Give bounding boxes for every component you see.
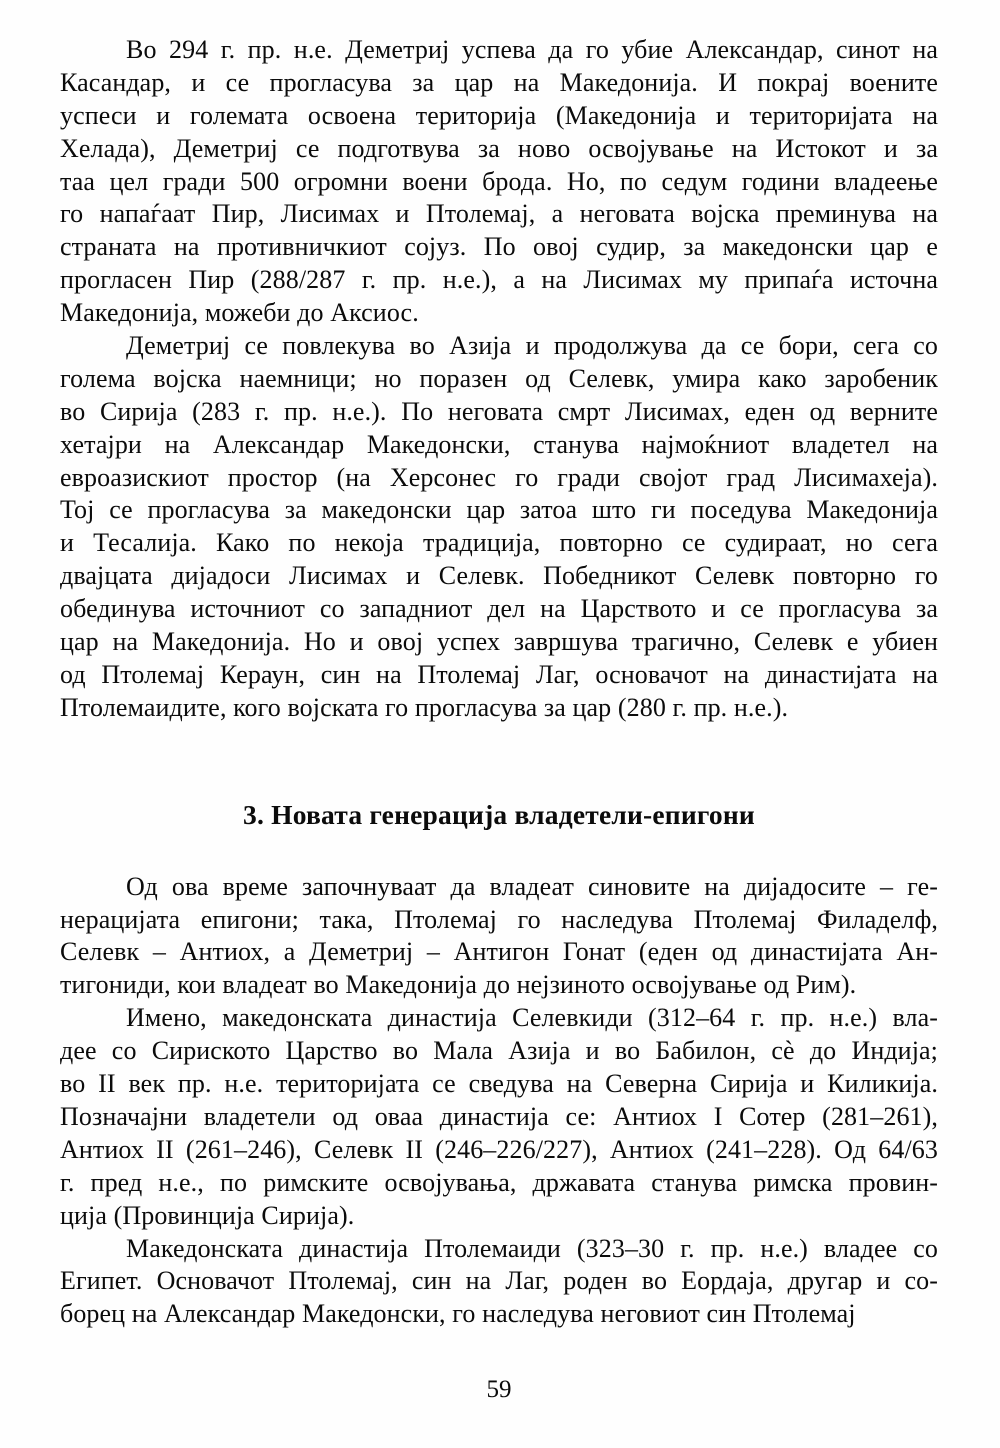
text-line: Селевк – Антиох, а Деметриј – Антигон Гонат (еден од династијата Ан- [60, 937, 938, 967]
text-line: нерацијата епигони; така, Птолемај го наследува Птолемај Филаделф, [60, 904, 938, 934]
text-line: обединува источниот со западниот дел на Царството и се прогласува за [60, 594, 938, 624]
text-line: Во 294 г. пр. н.е. Деметриј успева да го убие Александар, синот на [126, 35, 938, 64]
text-line: Од ова време започнуваат да владеат синовите на дијадосите – ге- [126, 871, 938, 901]
page-number: 59 [486, 1376, 512, 1404]
text-line: прогласен Пир (288/287 г. пр. н.е.), а на Лисимах му припаѓа источна [60, 265, 938, 295]
text-line: успеси и големата освоена територија (Македонија и територијата на [60, 100, 938, 130]
text-line: евроазискиот простор (на Херсонес го гради својот град Лисимахеја). [60, 462, 938, 492]
text-line: двајцата дијадоси Лисимах и Селевк. Победникот Селевк повторно го [60, 561, 938, 591]
text-line: Птолемаидите, кого војската го прогласува за цар (280 г. пр. н.е.). [60, 692, 789, 722]
text-line: во Сирија (283 г. пр. н.е.). По неговата смрт Лисимах, еден од верните [60, 396, 938, 426]
text-line: и Тесалија. Како по некоја традиција, повторно се судираат, но сега [60, 528, 938, 558]
text-line: Имено, македонската династија Селевкиди (312–64 г. пр. н.е.) вла- [126, 1003, 938, 1033]
paragraph [60, 1002, 938, 1232]
paragraph [60, 330, 938, 725]
text-line: Македонската династија Птолемаиди (323–30 г. пр. н.е.) владее со [126, 1233, 938, 1263]
text-line: од Птолемај Кераун, син на Птолемај Лаг, основачот на династијата на [60, 659, 938, 689]
section-heading: 3. Новата генерација владетели-епигони [243, 798, 755, 830]
text-line: Антиох II (261–246), Селевк II (246–226/227), Антиох (241–228). Од 64/63 [60, 1134, 938, 1164]
text-line: борец на Александар Македонски, го наследува неговиот син Птолемај [60, 1299, 856, 1329]
text-line: Позначајни владетели од оваа династија се: Антиох I Сотер (281–261), [60, 1101, 938, 1131]
text-line: дее со Сириското Царство во Мала Азија и во Бабилон, сѐ до Индија; [60, 1036, 938, 1066]
paragraph [60, 34, 938, 330]
text-line: г. пред н.е., по римските освојувања, државата станува римска провин- [60, 1167, 938, 1197]
paragraph [60, 1233, 938, 1332]
text-line: таа цел гради 500 огромни воени брода. Но, по седум години владеење [60, 166, 938, 196]
text-line: хетајри на Александар Македонски, станува најмоќниот владетел на [60, 429, 938, 459]
text-line: ција (Провинција Сирија). [60, 1200, 355, 1230]
text-line: Касандар, и се прогласува за цар на Македонија. И покрај воените [60, 67, 938, 97]
text-line: Македонија, можеби до Аксиос. [60, 298, 419, 328]
text-line: тигониди, кои владеат во Македонија до нејзиното освојување од Рим). [60, 970, 857, 1000]
text-line: цар на Македонија. Но и овој успех завршува трагично, Селевк е убиен [60, 627, 938, 657]
text-line: Деметриј се повлекува во Азија и продолжува да се бори, сега со [126, 331, 938, 361]
text-line: Хелада), Деметриј се подготвува за ново освојување на Истокот и за [60, 133, 938, 163]
text-line: Тој се прогласува за македонски цар затоа што ги поседува Македонија [60, 495, 938, 525]
text-line: во II век пр. н.е. територијата се сведува на Северна Сирија и Киликија. [60, 1069, 938, 1099]
text-line: страната на противничкиот сојуз. По овој судир, за македонски цар е [60, 232, 938, 262]
text-line: голема војска наемници; но поразен од Селевк, умира како заробеник [60, 363, 938, 393]
paragraph [60, 871, 938, 1003]
text-line: го напаѓаат Пир, Лисимах и Птолемај, а неговата војска преминува на [60, 199, 938, 229]
text-line: Египет. Основачот Птолемај, син на Лаг, роден во Еордаја, другар и со- [60, 1266, 938, 1296]
